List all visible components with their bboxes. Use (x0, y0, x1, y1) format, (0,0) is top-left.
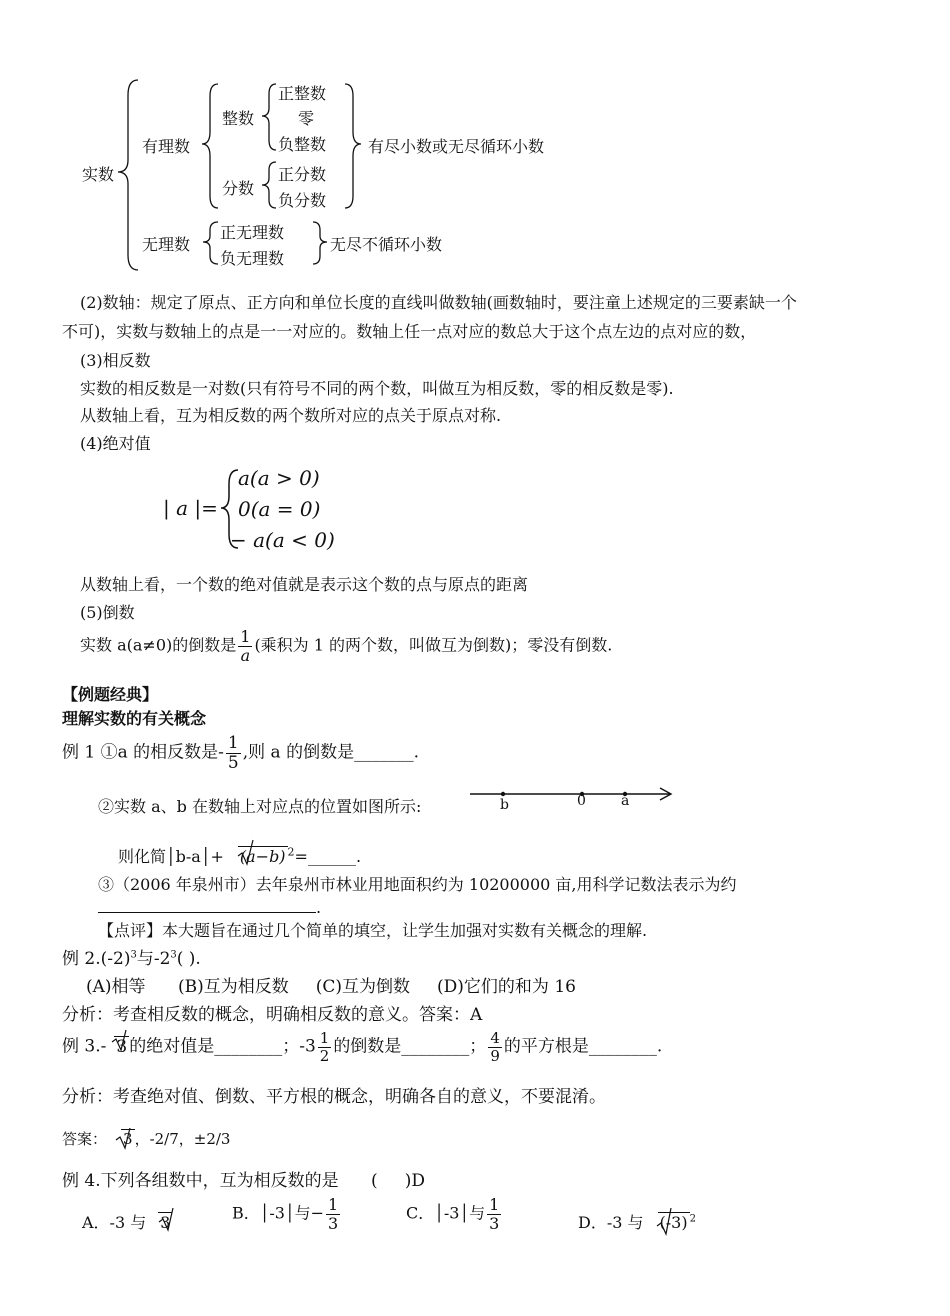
label-integer: 整数 (222, 109, 255, 128)
label-fraction: 分数 (222, 179, 255, 198)
ex1-b: ②实数 a、b 在数轴上对应点的位置如图所示: (98, 797, 422, 816)
abs-case2: 0(a = 0) (238, 497, 321, 521)
ex1-d-line2: . (98, 898, 321, 917)
ex2-question: 例 $2.(-2)^3$与$-2^3$( ). (62, 949, 201, 969)
ex3-question: 例 3.- 3 的绝对值是________；-3 $\frac{1}{2}$ 的倒数是________； $\frac{4}{9}$ 的平方根是________. (62, 1029, 663, 1065)
label-rational-note: 有尽小数或无尽循环小数 (368, 137, 545, 156)
ex4-option-d: D．-3 与 (-3) $^2$ (578, 1213, 696, 1232)
label-irrational: 无理数 (142, 235, 191, 254)
ex1-d-line1: ③（2006 年泉州市）去年泉州市林业用地面积约为 10200000 亩,用科学记数法表示为约 (98, 875, 737, 894)
section5-line: 实数 a(a≠0)的倒数是 $\frac{1}{a}$ (乘积为 1 的两个数，叫做互为倒数)；零没有倒数. (80, 627, 613, 665)
ex1-a: 例 1 ①a 的相反数是- $\frac{1}{5}$ ,则 a 的倒数是_______. (62, 733, 420, 773)
numberline-a-label: a (621, 793, 630, 809)
label-pos-frac: 正分数 (278, 165, 327, 184)
section3-line1: 实数的相反数是一对数(只有符号不同的两个数，叫做互为相反数，零的相反数是零). (80, 379, 674, 398)
label-pos-irr: 正无理数 (220, 223, 285, 242)
ex1-comment: 【点评】本大题旨在通过几个简单的填空，让学生加强对实数有关概念的理解. (98, 921, 648, 940)
numberline-b-label: b (500, 797, 509, 813)
label-neg-int: 负整数 (278, 135, 327, 154)
ex4-option-c: C．│-3│与 $\frac{1}{3}$ (406, 1195, 500, 1233)
abs-case3: − a(a < 0) (230, 528, 335, 552)
section4-title: (4)绝对值 (80, 434, 151, 453)
numberline-0-label: 0 (577, 793, 586, 809)
ex2-analysis: 分析：考查相反数的概念，明确相反数的意义。答案：A (62, 1005, 483, 1025)
examples-header: 【例题经典】 (62, 685, 159, 704)
ex4-option-b: B．│-3│与− $\frac{1}{3}$ (232, 1195, 339, 1233)
answer-blank[interactable] (98, 912, 316, 913)
ex4-question: 例 4.下列各组数中，互为相反数的是 ( )D (62, 1171, 425, 1191)
label-pos-int: 正整数 (278, 84, 327, 103)
ex3-analysis: 分析：考查绝对值、倒数、平方根的概念，明确各自的意义，不要混淆。 (62, 1087, 606, 1107)
topic-title: 理解实数的有关概念 (62, 709, 207, 728)
label-rational: 有理数 (142, 137, 191, 156)
section2-line1: (2)数轴：规定了原点、正方向和单位长度的直线叫做数轴(画数轴时，要注童上述规定的三要素缺一个 (80, 293, 797, 312)
label-zero: 零 (298, 109, 315, 128)
section5-title: (5)倒数 (80, 603, 135, 622)
ex2-options: (A)相等 (B)互为相反数 (C)互为倒数 (D)它们的和为 16 (86, 977, 576, 997)
reciprocal-fraction: $\frac{1}{a}$ (240, 627, 251, 665)
section4-line1: 从数轴上看，一个数的绝对值就是表示这个数的点与原点的距离 (80, 575, 529, 594)
ex3-answer: 答案： 3 ，-2/7，±2/3 (62, 1130, 231, 1148)
label-real-number: 实数 (82, 165, 115, 184)
abs-case1: a(a > 0) (238, 466, 320, 490)
label-neg-irr: 负无理数 (220, 249, 285, 268)
section3-title: (3)相反数 (80, 351, 151, 370)
label-neg-frac: 负分数 (278, 191, 327, 210)
section2-line2: 不可)，实数与数轴上的点是一一对应的。数轴上任一点对应的数总大于这个点左边的点对应的数， (62, 322, 757, 341)
label-irrational-note: 无尽不循环小数 (330, 235, 443, 254)
ex4-option-a: A．-3 与 3 (82, 1213, 171, 1232)
abs-lhs: | a |= (163, 496, 218, 520)
ex1-c: 则化简│b-a│+ (a−b) $^2$=______. (118, 845, 362, 866)
section3-line2: 从数轴上看，互为相反数的两个数所对应的点关于原点对称. (80, 406, 502, 425)
